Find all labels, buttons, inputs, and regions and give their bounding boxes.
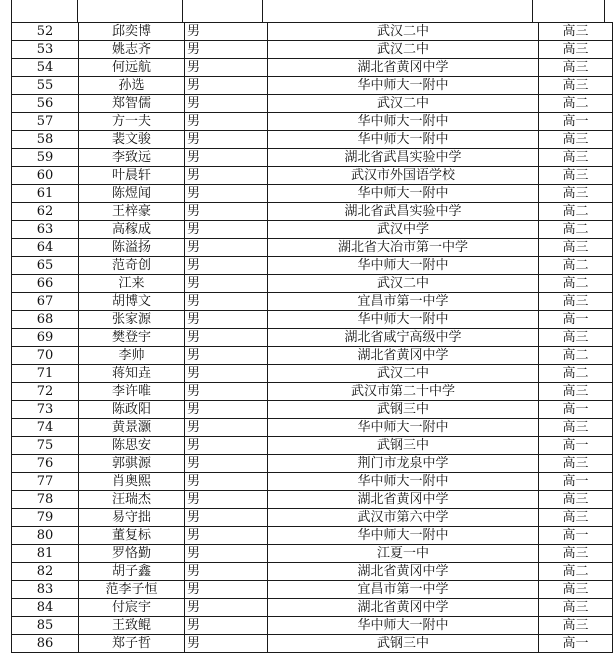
student-name: 罗恪勤 [79, 545, 185, 563]
student-name: 李帅 [79, 347, 185, 365]
student-name: 何远航 [79, 59, 185, 77]
student-name: 郑子哲 [79, 635, 185, 653]
table-row [12, 347, 613, 365]
student-grade: 高二 [539, 563, 613, 581]
table-row [12, 293, 613, 311]
table-row [12, 455, 613, 473]
student-school: 湖北省武昌实验中学 [268, 149, 539, 167]
row-number: 78 [12, 491, 79, 509]
student-name: 蒋知垚 [79, 365, 185, 383]
student-school: 武汉二中 [268, 95, 539, 113]
student-name: 叶晨轩 [79, 167, 185, 185]
student-grade: 高二 [539, 203, 613, 221]
student-gender: 男 [185, 635, 268, 653]
student-grade: 高三 [539, 509, 613, 527]
row-number: 61 [12, 185, 79, 203]
student-name: 樊登宇 [79, 329, 185, 347]
table-row [12, 113, 613, 131]
student-name: 张家源 [79, 311, 185, 329]
row-number: 68 [12, 311, 79, 329]
student-gender: 男 [185, 545, 268, 563]
student-grade: 高二 [539, 347, 613, 365]
student-gender: 男 [185, 221, 268, 239]
roster-table [11, 22, 613, 653]
student-name: 范李子恒 [79, 581, 185, 599]
student-gender: 男 [185, 365, 268, 383]
student-grade: 高三 [539, 455, 613, 473]
table-row [12, 383, 613, 401]
table-row [12, 275, 613, 293]
row-number: 59 [12, 149, 79, 167]
student-gender: 男 [185, 599, 268, 617]
student-gender: 男 [185, 311, 268, 329]
student-school: 华中师大一附中 [268, 473, 539, 491]
table-row [12, 365, 613, 383]
student-gender: 男 [185, 41, 268, 59]
row-number: 72 [12, 383, 79, 401]
table-row [12, 599, 613, 617]
table-row [12, 239, 613, 257]
student-grade: 高三 [539, 617, 613, 635]
row-number: 71 [12, 365, 79, 383]
student-grade: 高三 [539, 59, 613, 77]
student-name: 高稼成 [79, 221, 185, 239]
student-school: 湖北省黄冈中学 [268, 491, 539, 509]
table-row [12, 95, 613, 113]
student-name: 王致鲲 [79, 617, 185, 635]
student-name: 陈溢扬 [79, 239, 185, 257]
table-row [12, 509, 613, 527]
student-name: 裴文骏 [79, 131, 185, 149]
student-grade: 高一 [539, 311, 613, 329]
student-gender: 男 [185, 23, 268, 41]
student-grade: 高三 [539, 167, 613, 185]
row-number: 57 [12, 113, 79, 131]
student-school: 江夏一中 [268, 545, 539, 563]
student-school: 华中师大一附中 [268, 185, 539, 203]
student-name: 肖奥熙 [79, 473, 185, 491]
student-grade: 高二 [539, 95, 613, 113]
table-row [12, 221, 613, 239]
row-number: 55 [12, 77, 79, 95]
student-gender: 男 [185, 491, 268, 509]
student-school: 武汉市第二十中学 [268, 383, 539, 401]
roster-body [12, 23, 613, 653]
table-row [12, 59, 613, 77]
row-number: 75 [12, 437, 79, 455]
student-gender: 男 [185, 473, 268, 491]
row-number: 80 [12, 527, 79, 545]
student-gender: 男 [185, 527, 268, 545]
row-number: 63 [12, 221, 79, 239]
row-number: 52 [12, 23, 79, 41]
student-name: 江来 [79, 275, 185, 293]
student-gender: 男 [185, 149, 268, 167]
row-number: 58 [12, 131, 79, 149]
student-school: 湖北省黄冈中学 [268, 563, 539, 581]
student-school: 武汉市第六中学 [268, 509, 539, 527]
student-school: 武钢三中 [268, 437, 539, 455]
row-number: 64 [12, 239, 79, 257]
student-name: 王梓豪 [79, 203, 185, 221]
student-gender: 男 [185, 563, 268, 581]
student-name: 黄景灏 [79, 419, 185, 437]
row-number: 74 [12, 419, 79, 437]
student-name: 李许唯 [79, 383, 185, 401]
student-grade: 高一 [539, 473, 613, 491]
student-school: 华中师大一附中 [268, 527, 539, 545]
student-gender: 男 [185, 419, 268, 437]
student-grade: 高一 [539, 437, 613, 455]
student-grade: 高三 [539, 383, 613, 401]
row-number: 83 [12, 581, 79, 599]
student-name: 胡子鑫 [79, 563, 185, 581]
student-school: 湖北省大冶市第一中学 [268, 239, 539, 257]
student-gender: 男 [185, 275, 268, 293]
table-row [12, 23, 613, 41]
student-gender: 男 [185, 203, 268, 221]
student-gender: 男 [185, 329, 268, 347]
student-grade: 高三 [539, 491, 613, 509]
student-grade: 高三 [539, 41, 613, 59]
student-gender: 男 [185, 455, 268, 473]
row-number: 76 [12, 455, 79, 473]
student-school: 华中师大一附中 [268, 617, 539, 635]
row-number: 60 [12, 167, 79, 185]
row-number: 84 [12, 599, 79, 617]
student-grade: 高三 [539, 329, 613, 347]
student-name: 郭骐源 [79, 455, 185, 473]
student-gender: 男 [185, 113, 268, 131]
table-row [12, 581, 613, 599]
student-school: 湖北省黄冈中学 [268, 347, 539, 365]
student-grade: 高三 [539, 149, 613, 167]
student-name: 易守拙 [79, 509, 185, 527]
student-gender: 男 [185, 437, 268, 455]
student-grade: 高一 [539, 401, 613, 419]
row-number: 54 [12, 59, 79, 77]
student-gender: 男 [185, 185, 268, 203]
student-grade: 高三 [539, 239, 613, 257]
student-school: 荆门市龙泉中学 [268, 455, 539, 473]
row-number: 70 [12, 347, 79, 365]
student-school: 武钢三中 [268, 635, 539, 653]
student-school: 湖北省黄冈中学 [268, 599, 539, 617]
student-school: 宜昌市第一中学 [268, 581, 539, 599]
student-grade: 高二 [539, 365, 613, 383]
student-gender: 男 [185, 293, 268, 311]
student-school: 华中师大一附中 [268, 419, 539, 437]
student-name: 胡博文 [79, 293, 185, 311]
student-grade: 高三 [539, 131, 613, 149]
student-gender: 男 [185, 131, 268, 149]
student-school: 武汉市外国语学校 [268, 167, 539, 185]
student-name: 汪瑞杰 [79, 491, 185, 509]
row-number: 81 [12, 545, 79, 563]
student-grade: 高二 [539, 221, 613, 239]
student-school: 武汉二中 [268, 41, 539, 59]
student-grade: 高三 [539, 545, 613, 563]
student-name: 董复标 [79, 527, 185, 545]
row-number: 66 [12, 275, 79, 293]
student-grade: 高三 [539, 77, 613, 95]
table-row [12, 131, 613, 149]
table-row [12, 329, 613, 347]
student-name: 陈煜闻 [79, 185, 185, 203]
student-school: 华中师大一附中 [268, 113, 539, 131]
student-grade: 高一 [539, 113, 613, 131]
student-gender: 男 [185, 257, 268, 275]
row-number: 86 [12, 635, 79, 653]
student-gender: 男 [185, 167, 268, 185]
student-school: 宜昌市第一中学 [268, 293, 539, 311]
student-name: 陈思安 [79, 437, 185, 455]
row-number: 65 [12, 257, 79, 275]
student-gender: 男 [185, 509, 268, 527]
table-top-edge [11, 0, 605, 22]
table-row [12, 77, 613, 95]
row-number: 73 [12, 401, 79, 419]
student-school: 湖北省咸宁高级中学 [268, 329, 539, 347]
student-school: 华中师大一附中 [268, 77, 539, 95]
student-grade: 高二 [539, 257, 613, 275]
row-number: 53 [12, 41, 79, 59]
student-grade: 高三 [539, 581, 613, 599]
table-row [12, 563, 613, 581]
student-gender: 男 [185, 383, 268, 401]
row-number: 79 [12, 509, 79, 527]
student-name: 方一夫 [79, 113, 185, 131]
student-name: 李致远 [79, 149, 185, 167]
row-number: 85 [12, 617, 79, 635]
table-row [12, 257, 613, 275]
row-number: 56 [12, 95, 79, 113]
row-number: 82 [12, 563, 79, 581]
student-grade: 高三 [539, 185, 613, 203]
student-school: 武汉二中 [268, 23, 539, 41]
student-grade: 高三 [539, 293, 613, 311]
student-name: 陈政阳 [79, 401, 185, 419]
student-gender: 男 [185, 95, 268, 113]
student-name: 郑智儒 [79, 95, 185, 113]
table-row [12, 545, 613, 563]
student-gender: 男 [185, 347, 268, 365]
student-school: 武钢三中 [268, 401, 539, 419]
student-grade: 高三 [539, 599, 613, 617]
table-row [12, 185, 613, 203]
student-name: 姚志齐 [79, 41, 185, 59]
table-row [12, 203, 613, 221]
student-gender: 男 [185, 59, 268, 77]
student-gender: 男 [185, 239, 268, 257]
table-row [12, 419, 613, 437]
student-school: 湖北省黄冈中学 [268, 59, 539, 77]
row-number: 67 [12, 293, 79, 311]
student-school: 武汉二中 [268, 365, 539, 383]
student-gender: 男 [185, 77, 268, 95]
row-number: 69 [12, 329, 79, 347]
table-row [12, 401, 613, 419]
student-gender: 男 [185, 581, 268, 599]
student-grade: 高三 [539, 23, 613, 41]
table-row [12, 167, 613, 185]
table-row [12, 437, 613, 455]
student-school: 华中师大一附中 [268, 311, 539, 329]
student-name: 范奇创 [79, 257, 185, 275]
student-name: 邱奕博 [79, 23, 185, 41]
student-name: 孙选 [79, 77, 185, 95]
table-row [12, 149, 613, 167]
student-school: 华中师大一附中 [268, 257, 539, 275]
table-row [12, 635, 613, 653]
table-row [12, 41, 613, 59]
table-row [12, 527, 613, 545]
student-school: 武汉二中 [268, 275, 539, 293]
student-grade: 高一 [539, 527, 613, 545]
table-row [12, 473, 613, 491]
student-gender: 男 [185, 617, 268, 635]
row-number: 77 [12, 473, 79, 491]
student-name: 付宸宇 [79, 599, 185, 617]
student-grade: 高三 [539, 419, 613, 437]
student-school: 湖北省武昌实验中学 [268, 203, 539, 221]
student-grade: 高一 [539, 635, 613, 653]
student-grade: 高二 [539, 275, 613, 293]
row-number: 62 [12, 203, 79, 221]
table-row [12, 491, 613, 509]
student-school: 华中师大一附中 [268, 131, 539, 149]
table-row [12, 311, 613, 329]
student-gender: 男 [185, 401, 268, 419]
table-row [12, 617, 613, 635]
student-school: 武汉中学 [268, 221, 539, 239]
